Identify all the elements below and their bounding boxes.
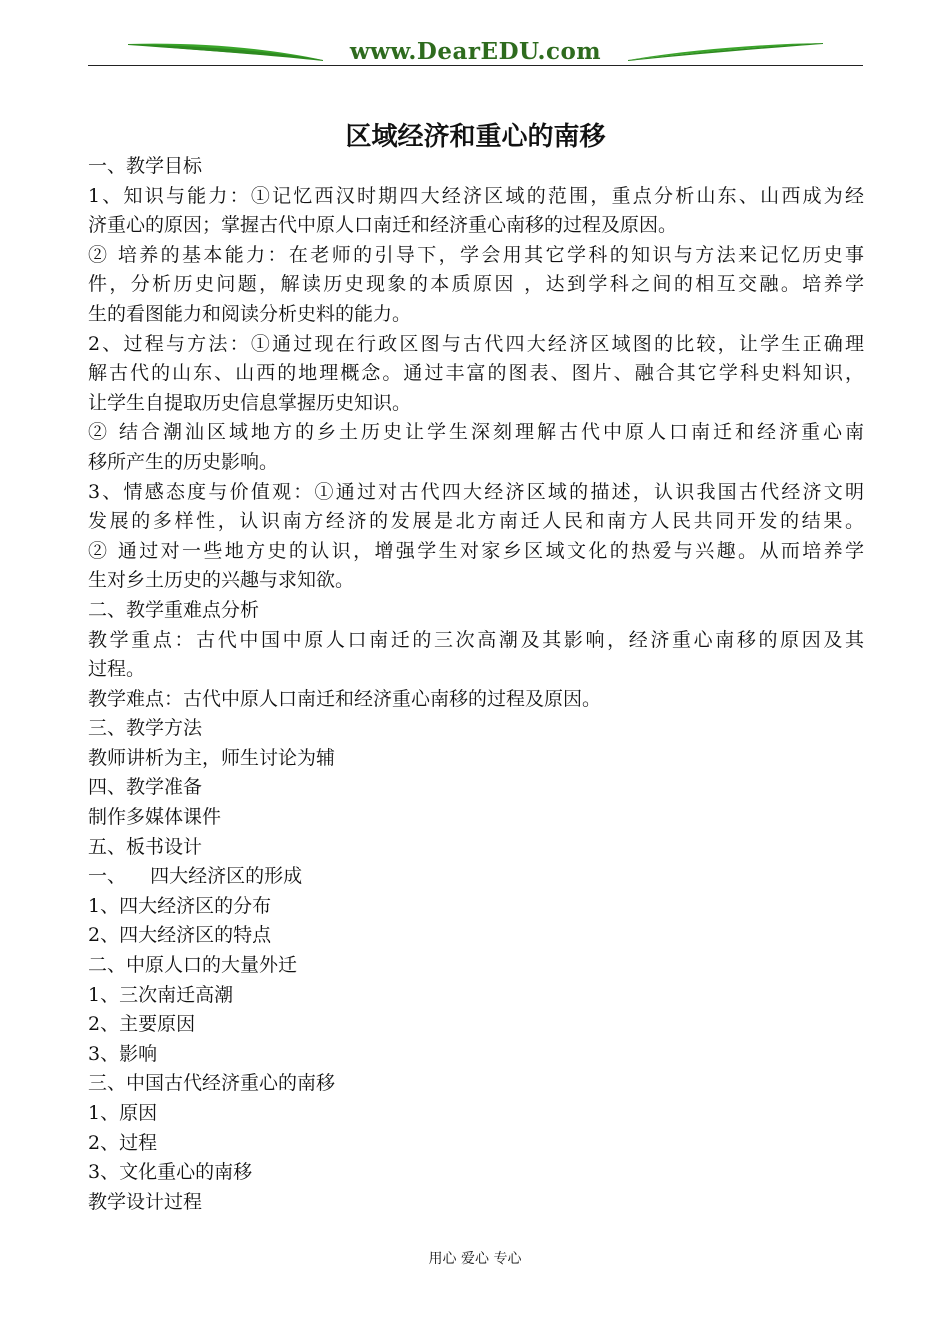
paragraph-line: 1、知识与能力：①记忆西汉时期四大经济区域的范围，重点分析山东、山西成为经: [88, 184, 864, 207]
outline-item: 2、四大经济区的特点: [88, 924, 272, 947]
document-body: [88, 152, 864, 1217]
paragraph-line: 3、情感态度与价值观：①通过对古代四大经济区域的描述，认识我国古代经济文明: [88, 480, 864, 503]
paragraph-line: 发展的多样性，认识南方经济的发展是北方南迁人民和南方人民共同开发的结果。: [88, 510, 864, 533]
outline-item: 一、 四大经济区的形成: [88, 865, 303, 888]
outline-item: 2、主要原因: [88, 1013, 196, 1036]
section-heading: 一、教学目标: [88, 155, 203, 177]
site-header-banner: [88, 30, 863, 70]
section-heading: 五、板书设计: [88, 835, 203, 858]
paragraph-line: 移所产生的历史影响。: [88, 450, 279, 473]
paragraph-line: ② 通过对一些地方史的认识，增强学生对家乡区域文化的热爱与兴趣。从而培养学: [88, 539, 864, 562]
section-heading: 二、教学重难点分析: [88, 598, 260, 621]
outline-item: 2、过程: [88, 1131, 158, 1154]
outline-item: 3、影响: [88, 1042, 158, 1065]
paragraph-line: 件，分析历史问题，解读历史现象的本质原因 ，达到学科之间的相互交融。培养学: [88, 273, 864, 296]
paragraph-line: ② 培养的基本能力：在老师的引导下，学会用其它学科的知识与方法来记忆历史事: [88, 243, 864, 266]
page-title: 区域经济和重心的南移: [345, 122, 606, 152]
site-logo-text: www.DearEDU.com: [349, 38, 602, 65]
section-heading: 教学设计过程: [88, 1190, 203, 1213]
paragraph-line: 生对乡土历史的兴趣与求知欲。: [88, 569, 355, 592]
paragraph-line: 制作多媒体课件: [88, 806, 222, 829]
outline-item: 二、中原人口的大量外迁: [88, 954, 298, 977]
outline-item: 1、四大经济区的分布: [88, 894, 272, 917]
paragraph-line: 教师讲析为主，师生讨论为辅: [88, 746, 336, 769]
paragraph-line: 教学重点：古代中国中原人口南迁的三次高潮及其影响，经济重心南移的原因及其: [88, 628, 864, 651]
paragraph-line: 解古代的山东、山西的地理概念。通过丰富的图表、图片、融合其它学科史料知识，: [88, 362, 864, 385]
outline-item: 3、文化重心的南移: [88, 1161, 253, 1184]
paragraph-line: 让学生自提取历史信息掌握历史知识。: [88, 391, 412, 414]
paragraph-line: 2、过程与方法：①通过现在行政区图与古代四大经济区域图的比较，让学生正确理: [88, 332, 864, 355]
outline-item: 1、三次南迁高潮: [88, 983, 234, 1006]
header-rule: [88, 65, 863, 66]
outline-item: 三、中国古代经济重心的南移: [88, 1072, 336, 1095]
outline-item: 1、原因: [88, 1102, 158, 1124]
section-heading: 三、教学方法: [88, 717, 203, 740]
page-footer: 用心 爱心 专心: [428, 1251, 522, 1267]
paragraph-line: 过程。: [88, 658, 146, 681]
paragraph-line: 济重心的原因；掌握古代中原人口南迁和经济重心南移的过程及原因。: [88, 214, 678, 237]
paragraph-line: 教学难点：古代中原人口南迁和经济重心南移的过程及原因。: [88, 687, 602, 710]
paragraph-line: 生的看图能力和阅读分析史料的能力。: [88, 302, 412, 325]
paragraph-line: ② 结合潮汕区域地方的乡土历史让学生深刻理解古代中原人口南迁和经济重心南: [88, 421, 864, 444]
section-heading: 四、教学准备: [88, 776, 203, 799]
